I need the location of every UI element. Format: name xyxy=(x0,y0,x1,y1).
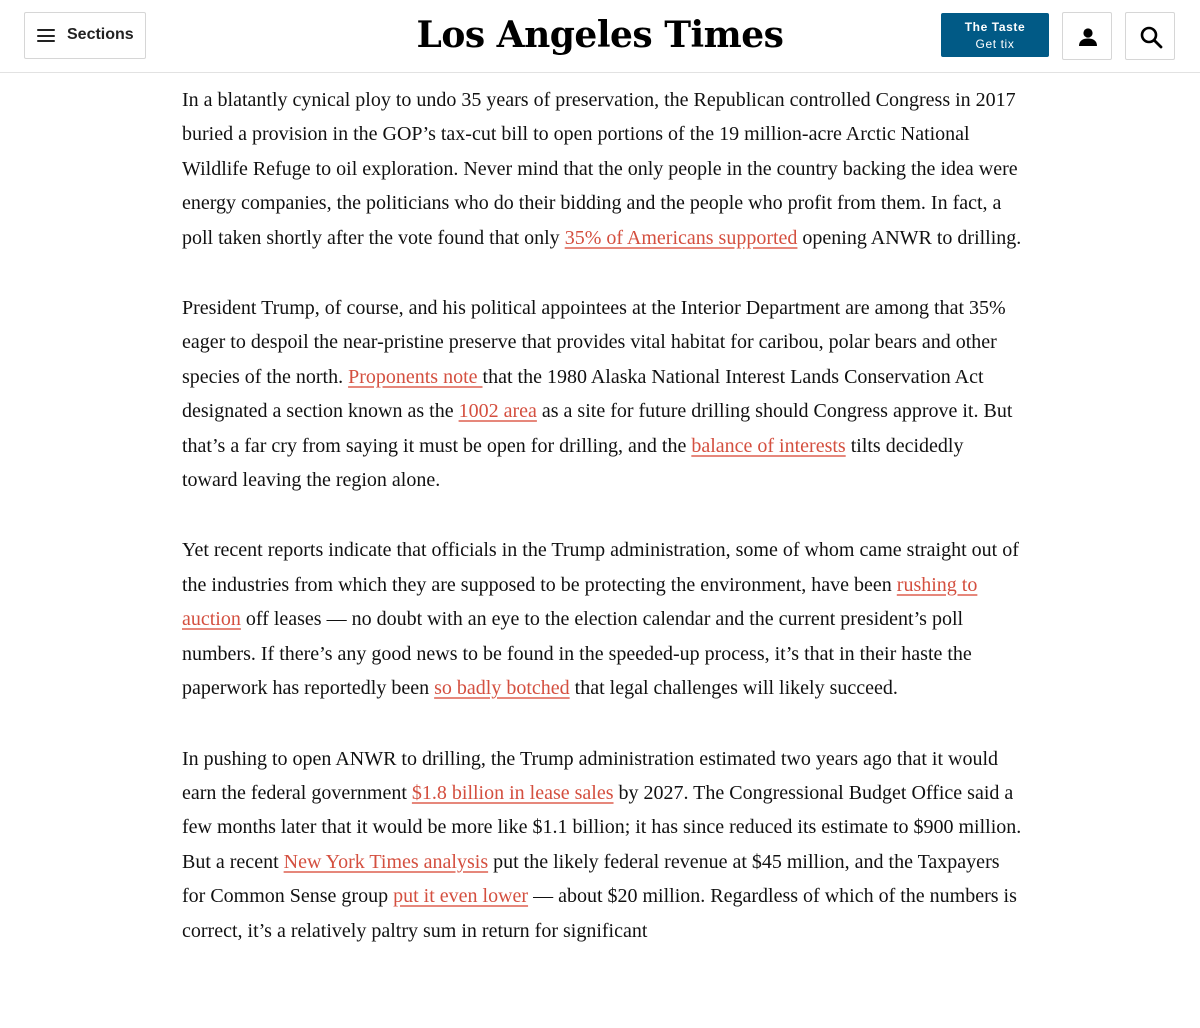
article-paragraph-4 xyxy=(182,742,1022,948)
link-35-percent-americans-supported[interactable]: 35% of Americans supported xyxy=(564,226,798,249)
paragraph-text: as a site for future drilling should Congress approve it. But that’s a far cry from saying it must be open for drilling, and the xyxy=(182,400,1013,457)
paragraph-text: President Trump, of course, and his political appointees at the Interior Department are among that 35% eager to despoil the near-pristine preserve that provides vital habitat for caribou, polar bears and other species of the north. xyxy=(182,297,1006,388)
link-put-it-even-lower[interactable]: put it even lower xyxy=(393,885,529,908)
the-taste-promo-button[interactable] xyxy=(941,13,1049,57)
paragraph-text: off leases — no doubt with an eye to the election calendar and the current president’s poll numbers. If there’s any good news to be found in the speeded-up process, it’s that in their haste the paperwork has reportedly been xyxy=(182,608,972,700)
link-lease-sales[interactable]: $1.8 billion in lease sales xyxy=(411,781,614,804)
sections-label: Sections xyxy=(67,26,134,43)
article-paragraph-3 xyxy=(182,533,1022,705)
sections-menu-button[interactable] xyxy=(24,12,146,59)
promo-subtitle: Get tix xyxy=(975,37,1015,51)
site-header xyxy=(0,0,1200,73)
link-so-badly-botched[interactable]: so badly botched xyxy=(434,677,570,700)
site-logo[interactable]: Los Angeles Times xyxy=(416,14,784,56)
paragraph-text: In a blatantly cynical ploy to undo 35 years of preservation, the Republican controlled Congress in 2017 buried a provision in the GOP’s tax-cut bill to open portions of the 19 million-acre Arctic National Wildlife Refuge to oil exploration. Never mind that the only people in the country backing the idea were energy companies, the politicians who do their bidding and the people who profit from them. In fact, a poll taken shortly after the vote found that only xyxy=(182,89,1018,249)
paragraph-text: Yet recent reports indicate that officials in the Trump administration, some of whom came straight out of the industries from which they are supposed to be protecting the environment, have been xyxy=(182,539,1019,596)
menu-icon xyxy=(37,29,55,42)
article-paragraph-2 xyxy=(182,291,1022,497)
link-new-york-times-analysis[interactable]: New York Times analysis xyxy=(283,850,489,873)
article-body xyxy=(182,83,1022,984)
article-paragraph-1 xyxy=(182,83,1022,255)
promo-title: The Taste xyxy=(964,20,1026,34)
search-icon xyxy=(1139,25,1163,49)
link-1002-area[interactable]: 1002 area xyxy=(458,400,537,423)
paragraph-text: put the likely federal revenue at $45 million, and the Taxpayers for Common Sense group xyxy=(182,850,1000,908)
paragraph-text: opening ANWR to drilling. xyxy=(797,226,1022,249)
account-button[interactable] xyxy=(1062,12,1112,60)
paragraph-text: by 2027. The Congressional Budget Office said a few months later that it would be more like $1.1 billion; it has since reduced its estimate to $900 million. But a recent xyxy=(182,781,1022,873)
paragraph-text: that legal challenges will likely succeed. xyxy=(569,677,898,700)
link-rushing-to-auction[interactable]: rushing to auction xyxy=(182,573,978,631)
paragraph-text: — about $20 million. Regardless of which of the numbers is correct, it’s a relatively paltry sum in return for significant xyxy=(182,885,1017,942)
link-proponents-note[interactable]: Proponents note xyxy=(348,365,483,388)
paragraph-text: In pushing to open ANWR to drilling, the Trump administration estimated two years ago that it would earn the federal government xyxy=(182,747,999,804)
paragraph-text: tilts decidedly toward leaving the region alone. xyxy=(182,434,964,492)
search-button[interactable] xyxy=(1125,12,1175,60)
link-balance-of-interests[interactable]: balance of interests xyxy=(691,434,846,457)
paragraph-text: that the 1980 Alaska National Interest Lands Conservation Act designated a section known as the xyxy=(182,365,984,423)
user-icon xyxy=(1076,25,1100,49)
